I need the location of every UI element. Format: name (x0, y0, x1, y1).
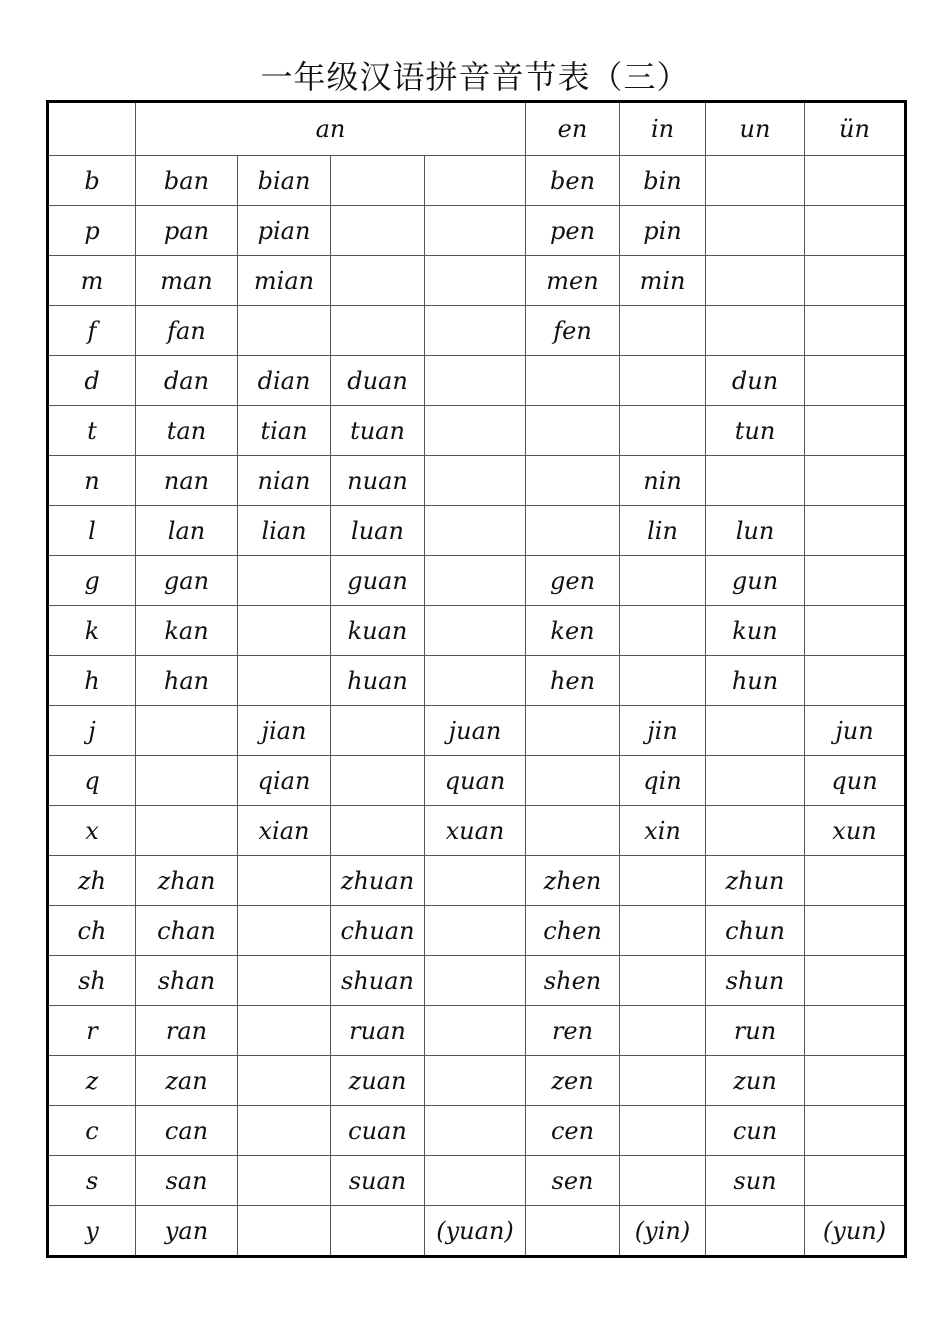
syllable-cell: kuan (331, 606, 425, 656)
syllable-cell: ken (526, 606, 620, 656)
initial-cell: y (48, 1206, 136, 1257)
syllable-cell (526, 1206, 620, 1257)
table-row (48, 906, 906, 956)
syllable-cell (620, 906, 706, 956)
syllable-cell (805, 1156, 906, 1206)
syllable-cell (805, 1106, 906, 1156)
syllable-cell (706, 306, 805, 356)
syllable-cell: men (526, 256, 620, 306)
syllable-cell: pan (136, 206, 238, 256)
table-row (48, 956, 906, 1006)
syllable-cell (805, 956, 906, 1006)
syllable-cell: duan (331, 356, 425, 406)
syllable-cell: xun (805, 806, 906, 856)
syllable-cell: jin (620, 706, 706, 756)
syllable-cell: ran (136, 1006, 238, 1056)
syllable-cell (425, 156, 526, 206)
syllable-cell: kan (136, 606, 238, 656)
syllable-cell (331, 706, 425, 756)
syllable-cell: lan (136, 506, 238, 556)
header-corner-cell (48, 102, 136, 156)
syllable-cell (620, 406, 706, 456)
syllable-cell: lian (238, 506, 331, 556)
syllable-cell (805, 456, 906, 506)
syllable-cell (805, 506, 906, 556)
syllable-cell (706, 706, 805, 756)
syllable-cell (238, 1056, 331, 1106)
syllable-cell (620, 1006, 706, 1056)
syllable-cell (805, 156, 906, 206)
syllable-cell: shen (526, 956, 620, 1006)
syllable-cell (136, 756, 238, 806)
syllable-cell: nian (238, 456, 331, 506)
syllable-cell (526, 506, 620, 556)
syllable-cell (805, 356, 906, 406)
syllable-cell: gen (526, 556, 620, 606)
syllable-cell (136, 706, 238, 756)
syllable-cell (238, 1156, 331, 1206)
syllable-cell (238, 1206, 331, 1257)
header-final-en: en (526, 102, 620, 156)
syllable-cell: lun (706, 506, 805, 556)
syllable-cell (425, 1106, 526, 1156)
syllable-cell: dun (706, 356, 805, 406)
table-row (48, 856, 906, 906)
table-row (48, 706, 906, 756)
syllable-cell (706, 1206, 805, 1257)
syllable-cell (425, 1006, 526, 1056)
syllable-cell: chan (136, 906, 238, 956)
syllable-cell (526, 756, 620, 806)
syllable-cell: qun (805, 756, 906, 806)
syllable-cell: huan (331, 656, 425, 706)
syllable-cell: mian (238, 256, 331, 306)
syllable-cell: shuan (331, 956, 425, 1006)
syllable-cell: ruan (331, 1006, 425, 1056)
syllable-cell (620, 356, 706, 406)
initial-cell: h (48, 656, 136, 706)
table-row (48, 206, 906, 256)
initial-cell: p (48, 206, 136, 256)
syllable-cell (620, 956, 706, 1006)
syllable-cell (620, 656, 706, 706)
syllable-cell (706, 456, 805, 506)
table-row (48, 756, 906, 806)
syllable-cell: zhan (136, 856, 238, 906)
syllable-cell: qian (238, 756, 331, 806)
table-row (48, 406, 906, 456)
initial-cell: sh (48, 956, 136, 1006)
table-body (48, 102, 906, 1257)
syllable-cell: sen (526, 1156, 620, 1206)
table-row (48, 456, 906, 506)
initial-cell: b (48, 156, 136, 206)
header-final-in: in (620, 102, 706, 156)
syllable-cell: fan (136, 306, 238, 356)
page-title: 一年级汉语拼音音节表（三） (260, 58, 690, 96)
syllable-cell: yan (136, 1206, 238, 1257)
syllable-cell: juan (425, 706, 526, 756)
syllable-cell (620, 606, 706, 656)
initial-cell: ch (48, 906, 136, 956)
syllable-cell: can (136, 1106, 238, 1156)
syllable-cell: suan (331, 1156, 425, 1206)
syllable-cell: zhun (706, 856, 805, 906)
syllable-table (46, 100, 907, 1258)
syllable-cell (331, 306, 425, 356)
syllable-cell (331, 756, 425, 806)
syllable-cell: nin (620, 456, 706, 506)
table-row (48, 606, 906, 656)
initial-cell: x (48, 806, 136, 856)
table-row (48, 1056, 906, 1106)
syllable-cell (331, 256, 425, 306)
initial-cell: l (48, 506, 136, 556)
syllable-cell (620, 1056, 706, 1106)
syllable-cell: luan (331, 506, 425, 556)
syllable-cell: nan (136, 456, 238, 506)
syllable-cell: gun (706, 556, 805, 606)
syllable-cell: jian (238, 706, 331, 756)
syllable-cell (425, 356, 526, 406)
syllable-cell: tuan (331, 406, 425, 456)
syllable-cell: zuan (331, 1056, 425, 1106)
initial-cell: k (48, 606, 136, 656)
syllable-cell: lin (620, 506, 706, 556)
syllable-cell (238, 1106, 331, 1156)
syllable-cell (425, 256, 526, 306)
syllable-cell (425, 956, 526, 1006)
header-final-un: un (706, 102, 805, 156)
syllable-cell: cuan (331, 1106, 425, 1156)
syllable-cell (425, 206, 526, 256)
table-row (48, 356, 906, 406)
syllable-cell: tan (136, 406, 238, 456)
syllable-cell (238, 956, 331, 1006)
initial-cell: r (48, 1006, 136, 1056)
header-final-vn: ün (805, 102, 906, 156)
syllable-cell (425, 406, 526, 456)
syllable-cell (331, 156, 425, 206)
syllable-cell (526, 456, 620, 506)
syllable-cell: sun (706, 1156, 805, 1206)
syllable-cell: xian (238, 806, 331, 856)
syllable-cell (706, 156, 805, 206)
syllable-cell (805, 406, 906, 456)
syllable-cell: zen (526, 1056, 620, 1106)
syllable-cell (238, 656, 331, 706)
syllable-cell: hun (706, 656, 805, 706)
syllable-cell: gan (136, 556, 238, 606)
syllable-cell (805, 306, 906, 356)
syllable-cell: xin (620, 806, 706, 856)
syllable-cell (425, 856, 526, 906)
table-row (48, 506, 906, 556)
syllable-cell (238, 856, 331, 906)
syllable-cell: jun (805, 706, 906, 756)
syllable-cell (425, 1056, 526, 1106)
syllable-cell (706, 256, 805, 306)
table-row (48, 306, 906, 356)
syllable-cell: bian (238, 156, 331, 206)
syllable-cell: san (136, 1156, 238, 1206)
syllable-cell: (yun) (805, 1206, 906, 1257)
syllable-cell: chun (706, 906, 805, 956)
initial-cell: j (48, 706, 136, 756)
syllable-cell (425, 556, 526, 606)
table-row (48, 1156, 906, 1206)
syllable-cell: chuan (331, 906, 425, 956)
syllable-cell (805, 906, 906, 956)
syllable-cell: hen (526, 656, 620, 706)
initial-cell: t (48, 406, 136, 456)
syllable-cell (526, 706, 620, 756)
syllable-cell: quan (425, 756, 526, 806)
syllable-cell: zhen (526, 856, 620, 906)
syllable-cell (706, 806, 805, 856)
initial-cell: z (48, 1056, 136, 1106)
syllable-cell (238, 906, 331, 956)
syllable-cell (805, 206, 906, 256)
initial-cell: c (48, 1106, 136, 1156)
syllable-cell: han (136, 656, 238, 706)
syllable-cell (706, 756, 805, 806)
table-row (48, 156, 906, 206)
syllable-cell: tian (238, 406, 331, 456)
syllable-cell (238, 1006, 331, 1056)
syllable-cell (331, 206, 425, 256)
syllable-cell: nuan (331, 456, 425, 506)
syllable-cell (425, 1156, 526, 1206)
syllable-cell (805, 856, 906, 906)
table-row (48, 806, 906, 856)
initial-cell: d (48, 356, 136, 406)
syllable-cell: (yin) (620, 1206, 706, 1257)
syllable-cell (238, 306, 331, 356)
syllable-cell: min (620, 256, 706, 306)
syllable-cell (425, 306, 526, 356)
syllable-cell (620, 306, 706, 356)
table-row (48, 656, 906, 706)
syllable-cell (238, 556, 331, 606)
syllable-cell (620, 556, 706, 606)
initial-cell: g (48, 556, 136, 606)
syllable-cell: cun (706, 1106, 805, 1156)
initial-cell: f (48, 306, 136, 356)
syllable-cell (526, 356, 620, 406)
syllable-cell (805, 1006, 906, 1056)
syllable-cell (620, 1106, 706, 1156)
syllable-cell: pen (526, 206, 620, 256)
syllable-cell: dian (238, 356, 331, 406)
syllable-cell (425, 456, 526, 506)
syllable-cell (136, 806, 238, 856)
table-row (48, 556, 906, 606)
table-row (48, 1106, 906, 1156)
syllable-cell (805, 556, 906, 606)
table-row (48, 1206, 906, 1257)
table-row (48, 1006, 906, 1056)
syllable-cell: shan (136, 956, 238, 1006)
syllable-cell: run (706, 1006, 805, 1056)
syllable-cell: man (136, 256, 238, 306)
syllable-cell (620, 1156, 706, 1206)
syllable-cell: chen (526, 906, 620, 956)
syllable-cell: pin (620, 206, 706, 256)
syllable-cell (805, 606, 906, 656)
syllable-cell: ren (526, 1006, 620, 1056)
syllable-cell (526, 406, 620, 456)
syllable-cell: guan (331, 556, 425, 606)
syllable-cell: bin (620, 156, 706, 206)
table-row (48, 256, 906, 306)
header-final-an: an (136, 102, 526, 156)
syllable-cell: (yuan) (425, 1206, 526, 1257)
syllable-cell (425, 656, 526, 706)
syllable-cell: kun (706, 606, 805, 656)
syllable-cell: tun (706, 406, 805, 456)
syllable-cell (425, 906, 526, 956)
syllable-cell: fen (526, 306, 620, 356)
syllable-cell (425, 606, 526, 656)
syllable-cell (425, 506, 526, 556)
initial-cell: zh (48, 856, 136, 906)
syllable-cell (238, 606, 331, 656)
syllable-cell (805, 1056, 906, 1106)
syllable-cell: xuan (425, 806, 526, 856)
syllable-cell: pian (238, 206, 331, 256)
syllable-cell: zhuan (331, 856, 425, 906)
header-row (48, 102, 906, 156)
syllable-cell (706, 206, 805, 256)
syllable-cell (805, 656, 906, 706)
syllable-cell (331, 1206, 425, 1257)
initial-cell: s (48, 1156, 136, 1206)
initial-cell: q (48, 756, 136, 806)
initial-cell: n (48, 456, 136, 506)
syllable-cell: ban (136, 156, 238, 206)
syllable-cell: ben (526, 156, 620, 206)
syllable-cell (526, 806, 620, 856)
syllable-cell (620, 856, 706, 906)
syllable-cell (331, 806, 425, 856)
syllable-cell: shun (706, 956, 805, 1006)
syllable-cell: dan (136, 356, 238, 406)
syllable-cell: zun (706, 1056, 805, 1106)
syllable-cell: cen (526, 1106, 620, 1156)
initial-cell: m (48, 256, 136, 306)
syllable-cell: zan (136, 1056, 238, 1106)
syllable-cell: qin (620, 756, 706, 806)
syllable-cell (805, 256, 906, 306)
